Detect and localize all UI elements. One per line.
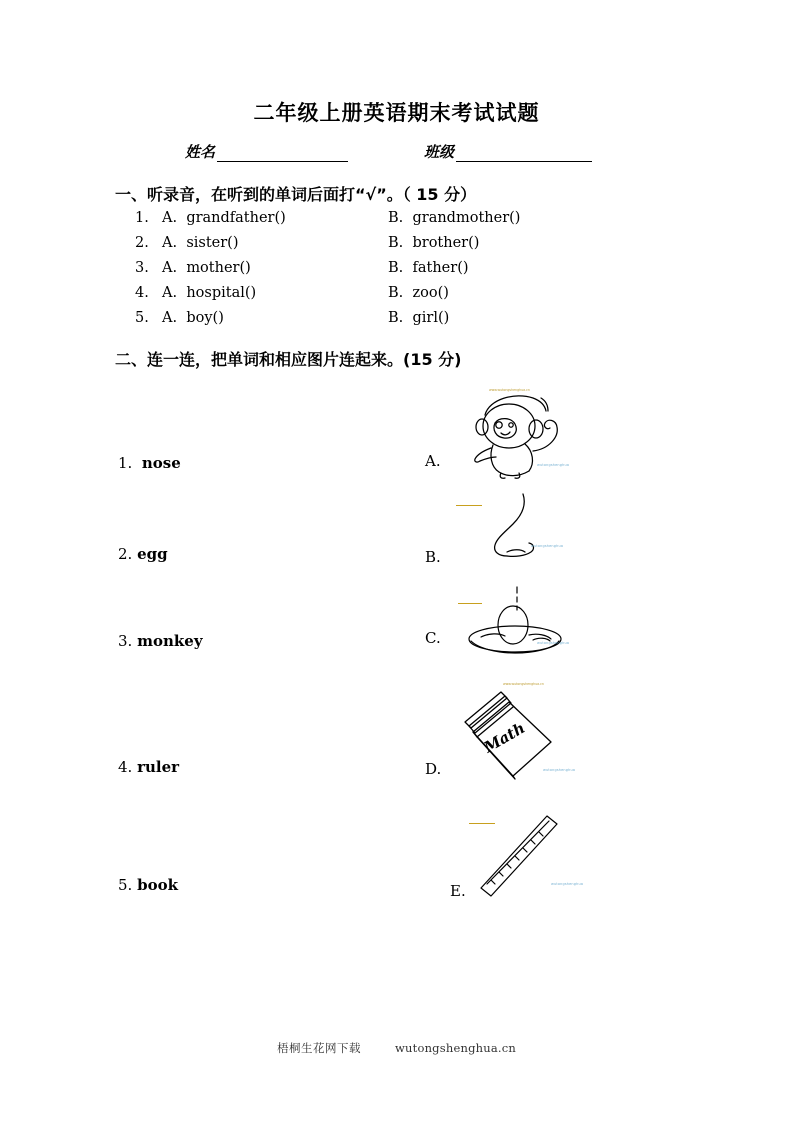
picture-label-c: C.	[425, 629, 441, 647]
ruler-illustration: wutongshenghua	[457, 810, 587, 902]
option-b-close-paren: )	[443, 285, 449, 301]
match-picture-option-d[interactable]	[415, 680, 615, 790]
match-word-number: 3.	[118, 632, 133, 650]
option-b-close-paren: )	[462, 260, 469, 276]
footer-site-name: 梧桐生花网下载	[276, 1041, 361, 1055]
option-b[interactable]	[388, 310, 449, 326]
picture-label-a: A.	[425, 452, 441, 470]
option-a-open-paren: (	[274, 210, 281, 226]
option-b-letter: B.	[388, 210, 404, 226]
match-word-text: ruler	[137, 758, 180, 776]
match-word-text: nose	[141, 454, 181, 472]
option-a-letter: A.	[162, 235, 178, 251]
listening-question-row	[135, 260, 695, 285]
student-name-label: 姓名	[185, 143, 216, 161]
match-picture-option-c[interactable]	[415, 585, 615, 670]
option-a-letter: A.	[162, 210, 178, 226]
option-a-word: sister	[186, 235, 228, 251]
picture-label-e: E.	[450, 882, 466, 900]
student-class-label: 班级	[424, 143, 455, 161]
option-b-letter: B.	[388, 285, 404, 301]
listening-question-row	[135, 285, 695, 310]
option-a[interactable]	[162, 260, 251, 276]
picture-label-b: B.	[425, 548, 441, 566]
option-b-open-paren: (	[509, 210, 515, 226]
option-b-word: zoo	[412, 285, 438, 301]
match-word-item[interactable]	[118, 758, 179, 776]
option-b-open-paren: (	[468, 235, 474, 251]
student-info-row	[185, 141, 655, 165]
monkey-illustration: www.wutongshenghua.cn wutongshenghua	[453, 389, 575, 481]
option-a-word: mother	[186, 260, 240, 276]
match-word-item[interactable]	[118, 876, 178, 894]
option-b[interactable]	[388, 210, 520, 226]
option-b[interactable]	[388, 235, 479, 251]
option-b-word: girl	[412, 310, 438, 326]
option-a-open-paren: (	[244, 285, 251, 301]
option-a[interactable]	[162, 210, 286, 226]
option-b-close-paren: )	[514, 210, 521, 226]
match-word-text: monkey	[137, 632, 203, 650]
option-a-close-paren: )	[218, 310, 224, 326]
match-word-item[interactable]	[118, 632, 203, 650]
question-number: 5.	[135, 310, 149, 326]
question-number: 3.	[135, 260, 149, 276]
option-b[interactable]	[388, 260, 469, 276]
option-b-letter: B.	[388, 235, 404, 251]
option-a-word: grandfather	[186, 210, 275, 226]
section-1-heading: 一、听录音，在听到的单词后面打“√”。（ 15 分）	[115, 185, 477, 204]
option-b-close-paren: )	[443, 310, 450, 326]
option-a-close-paren: )	[250, 285, 257, 301]
option-a[interactable]	[162, 285, 256, 301]
section-2-heading: 二、连一连，把单词和相应图片连起来。(15 分)	[115, 350, 462, 369]
listening-question-row	[135, 235, 695, 260]
option-a-word: hospital	[186, 285, 245, 301]
option-a-close-paren: )	[245, 260, 251, 276]
student-class-blank[interactable]	[456, 146, 592, 162]
option-a-close-paren: )	[232, 235, 239, 251]
question-number: 2.	[135, 235, 149, 251]
match-word-text: egg	[137, 545, 168, 563]
option-a-letter: A.	[162, 285, 178, 301]
match-picture-option-b[interactable]	[415, 490, 615, 580]
option-b-open-paren: (	[437, 285, 444, 301]
match-word-item[interactable]	[118, 545, 168, 563]
option-b-open-paren: (	[437, 310, 444, 326]
option-a[interactable]	[162, 310, 224, 326]
option-b-letter: B.	[388, 260, 404, 276]
match-picture-option-a[interactable]	[415, 385, 615, 480]
option-a-word: boy	[186, 310, 213, 326]
question-number: 1.	[135, 210, 149, 226]
option-b-close-paren: )	[473, 235, 480, 251]
option-a-letter: A.	[162, 260, 178, 276]
nose-illustration: wutongshenghua	[455, 490, 575, 570]
student-class-field[interactable]	[424, 141, 592, 162]
student-name-blank[interactable]	[217, 146, 348, 162]
option-b-word: brother	[412, 235, 469, 251]
option-a-open-paren: (	[212, 310, 219, 326]
match-word-text: book	[137, 876, 178, 894]
option-a-letter: A.	[162, 310, 178, 326]
option-b-letter: B.	[388, 310, 404, 326]
footer-watermark	[0, 1040, 793, 1056]
match-word-number: 4.	[118, 758, 133, 776]
option-b-word: father	[412, 260, 458, 276]
option-a[interactable]	[162, 235, 239, 251]
question-number: 4.	[135, 285, 149, 301]
math-book-illustration: www.wutongshenghua.cn Math wutongshenghua	[447, 680, 577, 784]
option-a-open-paren: (	[227, 235, 233, 251]
match-picture-option-e[interactable]	[415, 810, 615, 910]
listening-question-row	[135, 210, 695, 235]
section-1-question-list	[135, 210, 695, 335]
listening-question-row	[135, 310, 695, 335]
option-b-word: grandmother	[412, 210, 510, 226]
page-title: 二年级上册英语期末考试试题	[253, 100, 540, 125]
option-b[interactable]	[388, 285, 449, 301]
match-word-number: 5.	[118, 876, 133, 894]
option-b-open-paren: (	[457, 260, 463, 276]
footer-site-url: wutongshenghua.cn	[394, 1041, 517, 1055]
match-word-item[interactable]	[118, 454, 181, 472]
option-a-close-paren: )	[280, 210, 286, 226]
picture-label-d: D.	[425, 760, 442, 778]
option-a-open-paren: (	[239, 260, 246, 276]
student-name-field[interactable]	[185, 141, 348, 162]
match-word-number: 2.	[118, 545, 133, 563]
book-cover-text: Math	[480, 718, 529, 757]
egg-on-plate-illustration: wutongshenghua	[455, 585, 575, 657]
match-word-number: 1.	[118, 454, 133, 472]
